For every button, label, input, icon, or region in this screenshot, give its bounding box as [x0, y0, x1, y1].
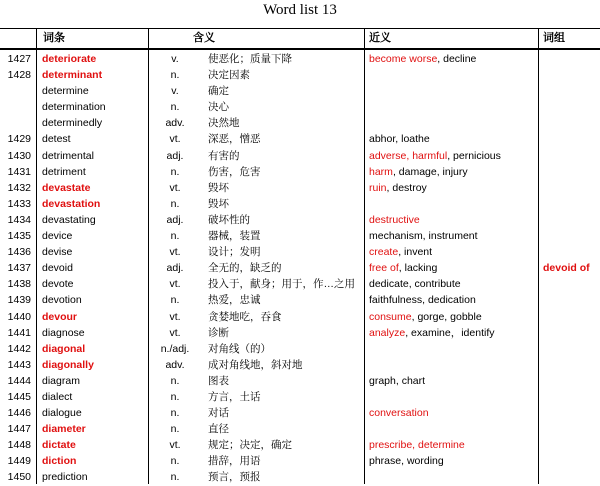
entry-number: 1447 [7, 423, 31, 436]
entry-number: 1448 [7, 439, 31, 452]
table-row [0, 115, 600, 131]
table-row [0, 469, 600, 485]
entry-word: detrimental [42, 149, 94, 162]
entry-meaning: 设计；发明 [208, 246, 261, 259]
entry-meaning: 决定因素 [208, 69, 250, 82]
entry-meaning: 预言，预报 [208, 471, 261, 484]
synonyms-plain: dedicate, contribute [369, 278, 461, 291]
entry-meaning: 毁坏 [208, 197, 229, 210]
synonyms-plain: , lacking [398, 262, 438, 275]
entry-number: 1429 [7, 133, 31, 146]
synonyms-highlighted: adverse, harmful [369, 149, 448, 162]
entry-meaning: 投入于，献身；用于，作…之用 [208, 278, 355, 291]
entry-meaning: 决心 [208, 101, 229, 114]
entry-word: diagonal [42, 342, 86, 355]
header-bottom-rule [0, 48, 600, 50]
entry-meaning: 对角线（的） [208, 342, 271, 355]
synonyms-highlighted: ruin [369, 181, 387, 194]
table-row [0, 341, 600, 357]
entry-word: determinant [42, 69, 103, 82]
entry-meaning: 使恶化；质量下降 [208, 53, 292, 65]
entry-meaning: 毁坏 [208, 181, 229, 194]
part-of-speech: v. [171, 85, 179, 98]
header-meaning: 含义 [193, 32, 215, 44]
part-of-speech: vt. [169, 246, 181, 259]
table-row [0, 99, 600, 115]
part-of-speech: n. [170, 407, 180, 420]
entry-word: detriment [42, 165, 86, 178]
part-of-speech: n. [170, 471, 180, 484]
entry-meaning: 图表 [208, 374, 229, 387]
entry-word: determination [42, 101, 106, 114]
entry-synonyms [369, 180, 427, 196]
entry-number: 1438 [7, 278, 31, 291]
entry-number: 1441 [7, 326, 31, 339]
entry-meaning: 对话 [208, 407, 229, 420]
synonyms-plain: abhor, loathe [369, 133, 430, 146]
entry-meaning: 决然地 [208, 117, 240, 130]
table-row [0, 196, 600, 212]
synonyms-highlighted: become worse [369, 53, 438, 65]
entry-number: 1434 [7, 213, 31, 226]
header-phrase: 词组 [543, 32, 565, 44]
header-word: 词条 [43, 32, 65, 44]
entry-synonyms [369, 405, 429, 421]
entry-synonyms [369, 292, 476, 308]
entry-word: deteriorate [42, 53, 97, 65]
entry-word: diction [42, 455, 77, 468]
entry-number: 1437 [7, 262, 31, 275]
part-of-speech: vt. [169, 439, 181, 452]
table-row [0, 180, 600, 196]
part-of-speech: vt. [169, 133, 181, 146]
synonyms-plain: , damage, injury [392, 165, 468, 178]
table-row [0, 67, 600, 83]
part-of-speech: adj. [166, 149, 184, 162]
synonyms-highlighted: consume [369, 310, 412, 323]
part-of-speech: adv. [165, 117, 185, 130]
entry-meaning: 全无的，缺乏的 [208, 262, 282, 275]
entry-word: diagnose [42, 326, 85, 339]
entry-number: 1428 [7, 69, 31, 82]
page-title: Word list 13 [263, 2, 337, 18]
entry-synonyms [369, 164, 468, 180]
table-row [0, 276, 600, 292]
part-of-speech: n. [170, 165, 180, 178]
part-of-speech: n. [170, 69, 180, 82]
table-row [0, 131, 600, 147]
synonyms-plain: , pernicious [447, 149, 501, 162]
entry-word: dictate [42, 439, 76, 452]
entry-word: devour [42, 310, 78, 323]
entry-word: devote [42, 278, 74, 291]
part-of-speech: n. [170, 374, 180, 387]
part-of-speech: n./adj. [160, 342, 190, 355]
entry-number: 1435 [7, 230, 31, 243]
entry-number: 1427 [7, 53, 31, 65]
synonyms-plain: , gorge, gobble [411, 310, 482, 323]
part-of-speech: n. [170, 423, 180, 436]
synonyms-highlighted: destructive [369, 213, 420, 226]
table-row [0, 357, 600, 373]
entry-word: dialect [42, 390, 73, 403]
synonyms-highlighted: analyze [369, 326, 406, 339]
entry-meaning: 确定 [208, 85, 229, 98]
header-top-rule [0, 28, 600, 29]
entry-phrase: devoid of [543, 262, 590, 275]
entry-word: devoid [42, 262, 73, 275]
entry-number: 1431 [7, 165, 31, 178]
entry-meaning: 热爱，忠诚 [208, 294, 261, 307]
part-of-speech: n. [170, 101, 180, 114]
entry-meaning: 贪婪地吃，吞食 [208, 310, 282, 323]
entry-meaning: 深恶，憎恶 [208, 133, 261, 146]
entry-meaning: 破坏性的 [208, 213, 250, 226]
entry-synonyms [369, 212, 420, 228]
entry-word: determinedly [42, 117, 103, 130]
entry-word: determine [42, 85, 89, 98]
entry-number: 1443 [7, 358, 31, 371]
entry-synonyms [369, 51, 476, 67]
synonyms-highlighted: prescribe, determine [369, 439, 465, 452]
part-of-speech: adj. [166, 213, 184, 226]
entry-number: 1446 [7, 407, 31, 420]
entry-word: detest [42, 133, 71, 146]
entry-number: 1430 [7, 149, 31, 162]
entry-meaning: 规定；决定，确定 [208, 439, 292, 452]
entry-number: 1450 [7, 471, 31, 484]
table-row [0, 325, 600, 341]
entry-number: 1440 [7, 310, 31, 323]
part-of-speech: vt. [169, 181, 181, 194]
entry-word: devise [42, 246, 73, 259]
synonyms-plain: , examine，identify [405, 326, 495, 339]
table-row [0, 212, 600, 228]
table-row [0, 164, 600, 180]
synonyms-highlighted: harm [369, 165, 393, 178]
entry-number: 1442 [7, 342, 31, 355]
entry-synonyms [369, 131, 430, 147]
table-row [0, 260, 600, 276]
entry-word: devastate [42, 181, 91, 194]
synonyms-highlighted: free of [369, 262, 399, 275]
entry-word: diagram [42, 374, 80, 387]
entry-word: devastating [42, 213, 96, 226]
entry-meaning: 措辞，用语 [208, 455, 261, 468]
part-of-speech: vt. [169, 310, 181, 323]
entry-synonyms [369, 276, 461, 292]
table-row [0, 389, 600, 405]
synonyms-plain: , destroy [386, 181, 427, 194]
entry-number: 1449 [7, 455, 31, 468]
synonyms-plain: phrase, wording [369, 455, 444, 468]
part-of-speech: n. [170, 230, 180, 243]
entry-number: 1445 [7, 390, 31, 403]
part-of-speech: n. [170, 390, 180, 403]
entry-meaning: 诊断 [208, 326, 229, 339]
table-row [0, 421, 600, 437]
entry-word: prediction [42, 471, 88, 484]
entry-word: devastation [42, 197, 101, 210]
synonyms-highlighted: create [369, 246, 399, 259]
entry-word: device [42, 230, 73, 243]
entry-synonyms [369, 437, 465, 453]
entry-synonyms [369, 260, 437, 276]
table-row [0, 373, 600, 389]
part-of-speech: n. [170, 197, 180, 210]
table-row [0, 51, 600, 67]
table-row [0, 309, 600, 325]
entry-word: dialogue [42, 407, 82, 420]
entry-meaning: 有害的 [208, 149, 240, 162]
entry-meaning: 成对角线地，斜对地 [208, 358, 303, 371]
synonyms-highlighted: conversation [369, 407, 429, 420]
table-row [0, 437, 600, 453]
entry-meaning: 方言，土话 [208, 390, 261, 403]
table-row [0, 453, 600, 469]
entry-number: 1432 [7, 181, 31, 194]
entry-synonyms [369, 244, 432, 260]
entry-number: 1433 [7, 197, 31, 210]
synonyms-plain: faithfulness, dedication [369, 294, 476, 307]
word-table-body [0, 51, 600, 486]
table-row [0, 405, 600, 421]
entry-word: devotion [42, 294, 82, 307]
header-synonym: 近义 [369, 32, 391, 44]
entry-word: diagonally [42, 358, 94, 371]
entry-number: 1439 [7, 294, 31, 307]
part-of-speech: vt. [169, 326, 181, 339]
synonyms-plain: , decline [437, 53, 477, 65]
part-of-speech: v. [171, 53, 179, 65]
table-row [0, 244, 600, 260]
synonyms-plain: , invent [398, 246, 433, 259]
table-row [0, 228, 600, 244]
part-of-speech: n. [170, 294, 180, 307]
entry-meaning: 器械，装置 [208, 230, 261, 243]
table-row [0, 83, 600, 99]
entry-meaning: 伤害，危害 [208, 165, 261, 178]
entry-number: 1436 [7, 246, 31, 259]
entry-word: diameter [42, 423, 86, 436]
entry-synonyms [369, 309, 482, 325]
synonyms-plain: graph, chart [369, 374, 426, 387]
part-of-speech: adv. [165, 358, 185, 371]
table-row [0, 292, 600, 308]
part-of-speech: adj. [166, 262, 184, 275]
entry-synonyms [369, 148, 501, 164]
entry-synonyms [369, 453, 444, 469]
part-of-speech: n. [170, 455, 180, 468]
entry-synonyms [369, 373, 425, 389]
entry-meaning: 直径 [208, 423, 229, 436]
entry-number: 1444 [7, 374, 31, 387]
synonyms-plain: mechanism, instrument [369, 230, 478, 243]
table-row [0, 148, 600, 164]
part-of-speech: vt. [169, 278, 181, 291]
entry-synonyms [369, 325, 495, 341]
entry-synonyms [369, 228, 478, 244]
